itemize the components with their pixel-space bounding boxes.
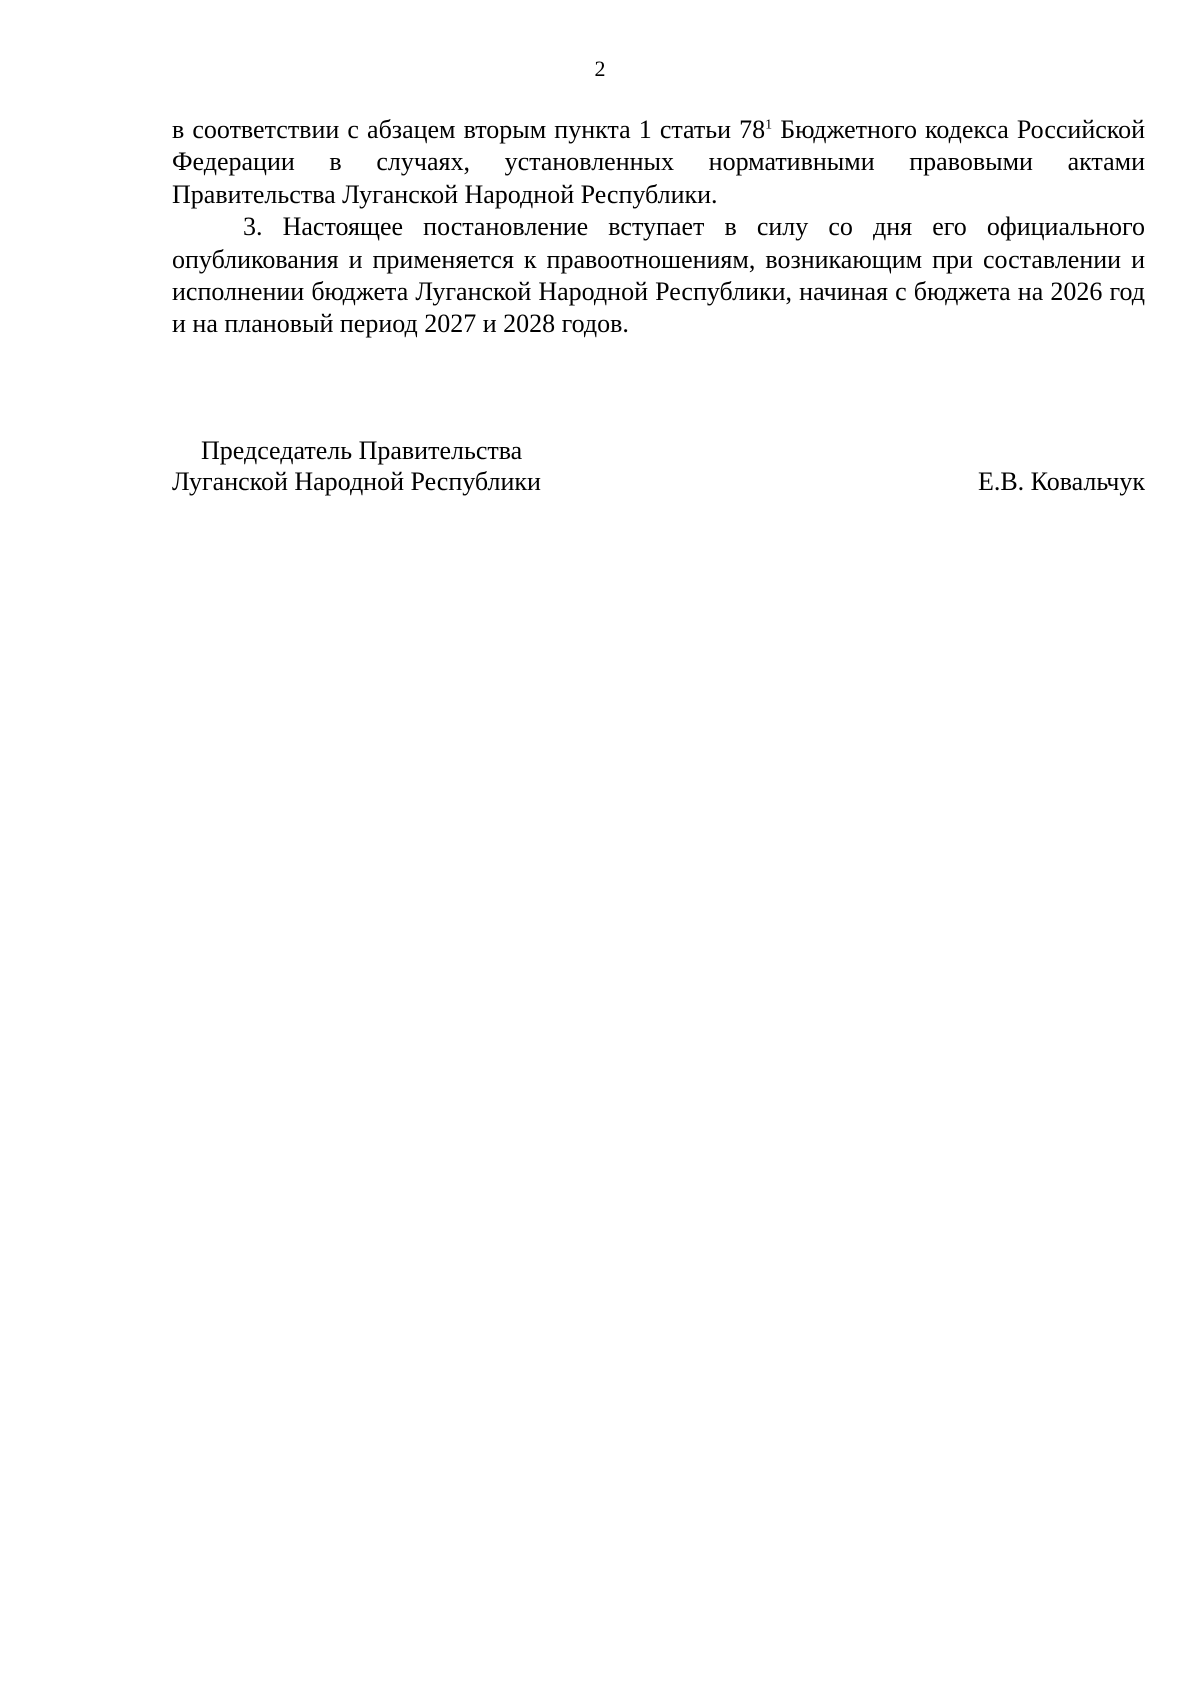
paragraph-continuation-text-end: Бюджетного кодекса Российской Федерации в случаях, установленных нормативными правовыми актами Правительства Луганской Народной Республики. <box>172 115 1146 209</box>
article-superscript: 1 <box>765 117 773 133</box>
signatory-position-line1: Председатель Правительства <box>201 436 523 465</box>
paragraph-continuation-text: в соответствии с абзацем вторым пункта 1 статьи 78 <box>172 115 766 144</box>
document-body <box>172 114 1145 341</box>
page-number: 2 <box>594 56 606 81</box>
signatory-position-line2: Луганской Народной Республики <box>172 467 541 496</box>
signatory-name: Е.В. Ковальчук <box>977 467 1145 496</box>
paragraph-3: 3. Настоящее постановление вступает в силу со дня его официального опубликования и применяется к правоотношениям, возникающим при составлении и исполнении бюджета Луганской Народной Республики, начиная с бюджета на 2026 год и на плановый период 2027 и 2028 годов. <box>172 212 1145 339</box>
signature-block <box>172 435 1145 497</box>
signature-row <box>172 466 1145 497</box>
paragraph-continuation <box>172 114 1145 211</box>
